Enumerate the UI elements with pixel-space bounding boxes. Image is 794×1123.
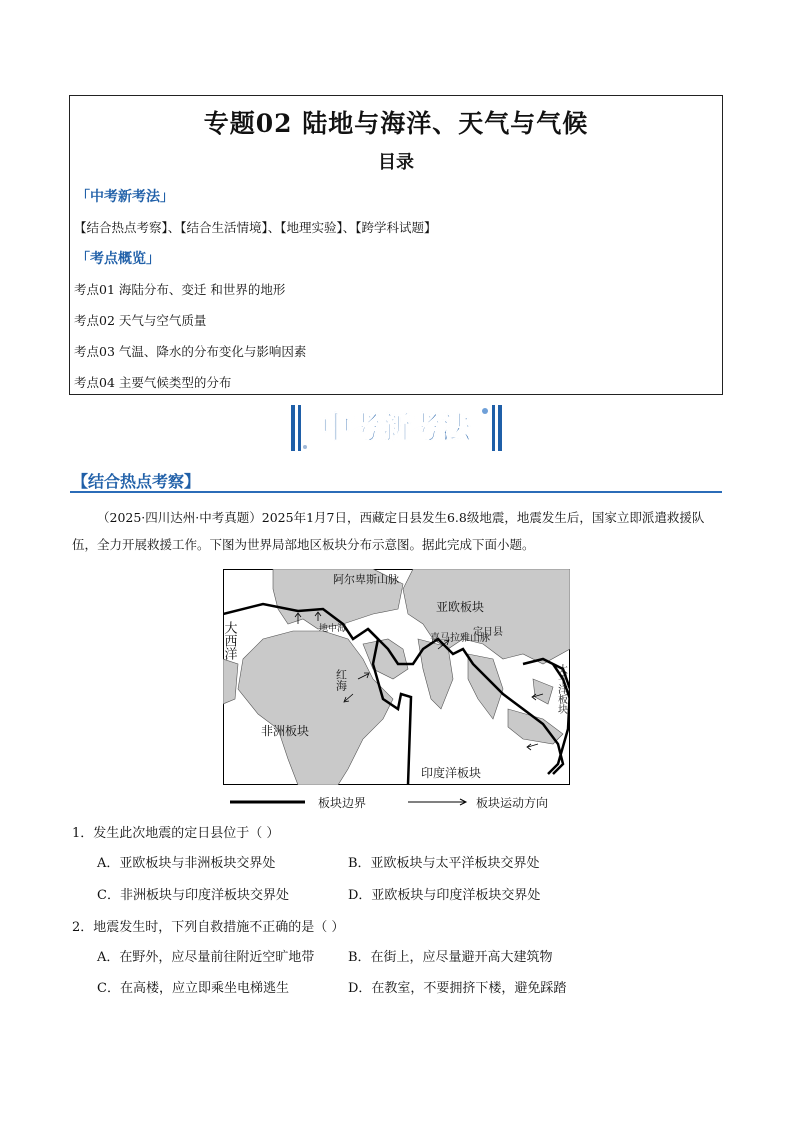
toc-box [69,95,723,395]
q2-option-b[interactable]: B．在街上，应尽量避开高大建筑物 [348,950,553,965]
legend-motion-label: 板块运动方向 [476,796,549,810]
toc-subtitle: 目录 [378,152,414,173]
toc-point-1[interactable]: 考点01 海陆分布、变迁 和世界的地形 [74,282,286,297]
q1-option-c[interactable]: C．非洲板块与印度洋板块交界处 [97,888,289,903]
new-method-items: 【结合热点考察】、【结合生活情境】、【地理实验】、【跨学科试题】 [74,220,437,235]
page-title: 专题02 陆地与海洋、天气与气候 [203,109,589,138]
toc-point-3[interactable]: 考点03 气温、降水的分布变化与影响因素 [74,344,307,359]
question-2-stem: 2．地震发生时，下列自救措施不正确的是（ ） [72,920,345,935]
label-dingri: 定日县 [473,627,503,638]
label-african: 非洲板块 [261,724,310,738]
new-method-heading: 「中考新考法」 [76,189,174,205]
q1-option-d[interactable]: D．亚欧板块与印度洋板块交界处 [348,888,541,903]
new-method-banner [289,403,504,453]
label-red-sea: 红海 [334,669,348,691]
question-1-stem: 1．发生此次地震的定日县位于（ ） [72,826,280,841]
section-divider [70,491,722,493]
legend-boundary-label: 板块边界 [318,796,367,810]
toc-point-4[interactable]: 考点04 主要气候类型的分布 [74,375,232,390]
label-himalaya: 喜马拉雅山脉 [430,633,490,644]
label-alps: 阿尔卑斯山脉 [333,573,399,586]
toc-point-2[interactable]: 考点02 天气与空气质量 [74,313,207,328]
q1-option-b[interactable]: B．亚欧板块与太平洋板块交界处 [348,856,540,871]
plate-map [223,569,570,785]
q2-option-c[interactable]: C．在高楼，应立即乘坐电梯逃生 [97,981,289,996]
overview-heading: 「考点概览」 [76,251,160,267]
map-legend [230,792,570,812]
label-mediterranean: 地中海 [319,624,347,634]
q1-option-a[interactable]: A．亚欧板块与非洲板块交界处 [97,856,276,871]
question-paragraph: （2025·四川达州·中考真题）2025年1月7日，西藏定日县发生6.8级地震，地震发生后，国家立即派遣救援队伍，全力开展救援工作。下图为世界局部地区板块分布示意图。据此完成下面小题。 [72,510,705,552]
label-atlantic: 大西洋 [223,621,237,660]
label-indian: 印度洋板块 [421,766,482,780]
banner-text: 中考新考法 [321,411,471,446]
label-pacific: 太平洋板块 [555,664,567,714]
label-eurasian: 亚欧板块 [436,600,485,614]
section-heading: 【结合热点考察】 [72,472,201,491]
q2-option-a[interactable]: A．在野外，应尽量前往附近空旷地带 [97,950,315,965]
q2-option-d[interactable]: D．在教室，不要拥挤下楼，避免踩踏 [348,981,567,996]
